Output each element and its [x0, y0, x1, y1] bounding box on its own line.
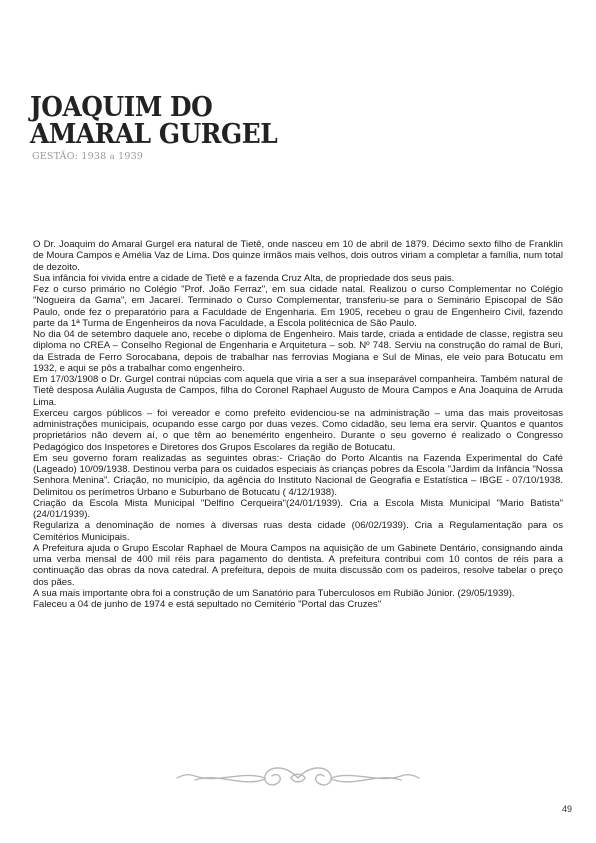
- term-subtitle: [32, 151, 143, 162]
- paragraph: Faleceu a 04 de junho de 1974 e está sepultado no Cemitério "Portal das Cruzes": [33, 599, 382, 610]
- paragraph: No dia 04 de setembro daquele ano, recebe o diploma de Engenheiro. Mais tarde, criada a entidade de classe, registra seu diploma no CREA – Conselho Regional de Engenharia e Arquitetura – sob. Nº 748. Serviu na construção do ramal de Buri, da Estrada de Ferro Sorocabana, depois de trabalhar nas ferrovias Mogiana e Sul de Minas, ele veio para Botucatu em 1932, e aqui se pôs a trabalhar como engenheiro.: [33, 329, 563, 374]
- paragraph: Sua infância foi vivida entre a cidade de Tietê e a fazenda Cruz Alta, de propriedade dos seus pais.: [33, 272, 455, 284]
- paragraph: O Dr. Joaquim do Amaral Gurgel era natural de Tietê, onde nasceu em 10 de abril de 1879. Décimo sexto filho de Franklin de Moura Campos e Amélia Vaz de Lima. Dos quinze irmãos mais velhos, dois outros viriam a completar a família, num total de dezoito.: [33, 239, 563, 273]
- subtitle-separator: a: [109, 152, 115, 162]
- flourish-ornament-icon: [173, 758, 423, 798]
- page-title: [30, 94, 277, 148]
- subtitle-label: GESTÃO:: [32, 151, 79, 162]
- title-line-1: JOAQUIM DO: [30, 92, 213, 123]
- paragraph: Exerceu cargos públicos – foi vereador e como prefeito evidenciou-se na administração – uma das mais proveitosas administrações municipais, ocupando esse cargo por duas vezes. Como cidadão, seu lema era servir. Quantos e quantos proprietários não devem aí, o que têm ao benemérito engenheiro. Durante o seu governo é realizado o Congresso Pedagógico dos Inspetores e Diretores dos Grupos Escolares da região de Botucatu.: [33, 407, 563, 453]
- subtitle-start-year: 1938: [81, 151, 107, 162]
- paragraph: A Prefeitura ajuda o Grupo Escolar Raphael de Moura Campos na aquisição de um Gabinete Dentário, consignando ainda uma verba mensal de 400 mil réis para pagamento do dentista. A prefeitura contribui com 10 contos de réis para a continuação das obras da nova catedral. A prefeitura, depois de muita discussão com os padeiros, resolve tabelar o preço dos pães.: [33, 542, 563, 588]
- paragraph: Regulariza a denominação de nomes à diversas ruas desta cidade (06/02/1939). Cria a Regulamentação para os Cemitérios Municipais.: [33, 520, 563, 543]
- subtitle-end-year: 1939: [118, 151, 144, 162]
- paragraph: A sua mais importante obra foi a construção de um Sanatório para Tuberculosos em Rubião Júnior. (29/05/1939).: [33, 587, 515, 599]
- paragraph: Criação da Escola Mista Municipal "Delfino Cerqueira"(24/01/1939). Cria a Escola Mista Municipal "Mario Batista" (24/01/1939).: [33, 497, 563, 520]
- paragraph: Em 17/03/1908 o Dr. Gurgel contrai núpcias com aquela que viria a ser a sua inseparável companheira. Também natural de Tietê desposa Aulália Augusta de Campos, filha do Coronel Raphael Augusto de Moura Campos e Ana Joaquina de Arruda Lima.: [33, 374, 563, 408]
- paragraph: Fez o curso primário no Colégio "Prof. João Ferraz", em sua cidade natal. Realizou o curso Complementar no Colégio "Nogueira da Gama", em Jacareí. Terminado o Curso Complementar, transferiu-se para o Seminário Episcopal de São Paulo, onde fez o preparatório para a Faculdade de Engenharia. Em 1905, recebeu o grau de Engenheiro Civil, fazendo parte da 1ª Turma de Engenheiros da nova Faculdade, a Escola politécnica de São Paulo.: [33, 284, 563, 329]
- title-line-2: AMARAL GURGEL: [30, 119, 278, 150]
- paragraph: Em seu governo foram realizadas as seguintes obras:- Criação do Porto Alcantis na Fazenda Experimental do Café (Lageado) 10/09/1938. Destinou verba para os cuidados especiais às crianças pobres da Escola "Jardim da Infância "Nossa Senhora Menina". Criação, no município, da agência do Instituto Nacional de Geografia e Estatística – IBGE - 07/10/1938. Delimitou os perímetros Urbano e Suburbano de Botucatu ( 4/12/1938).: [33, 452, 563, 498]
- biography-text: [33, 239, 563, 610]
- page-number: 49: [561, 804, 572, 814]
